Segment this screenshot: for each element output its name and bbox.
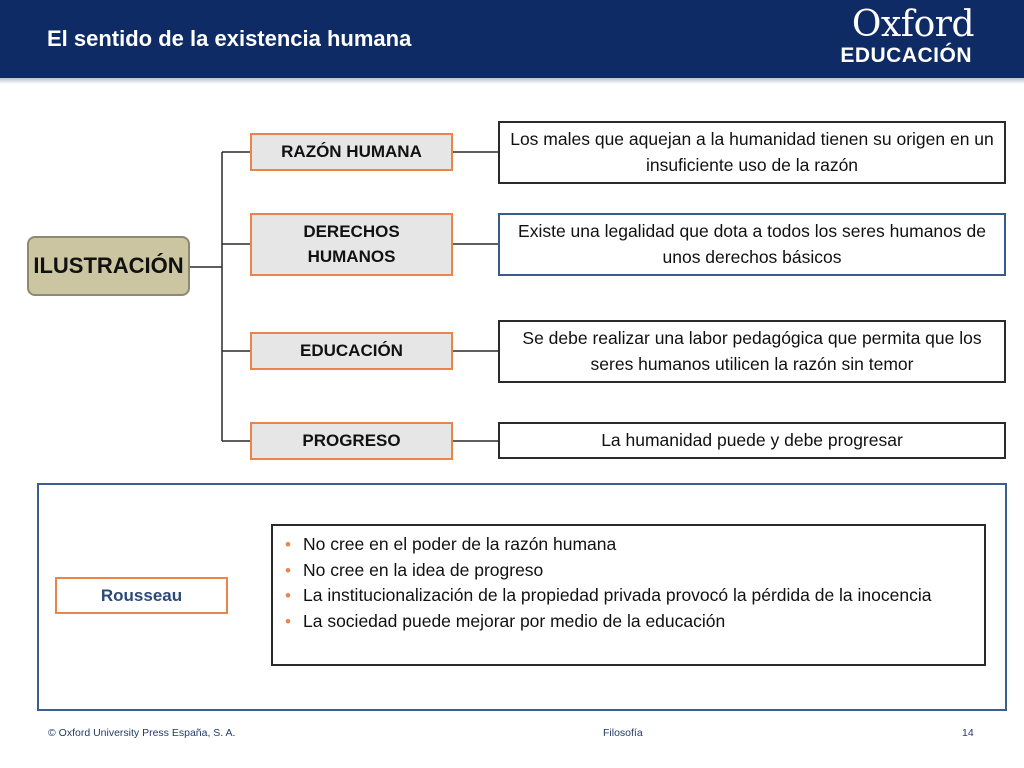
description-razon-humana: Los males que aquejan a la humanidad tienen su origen en un insuficiente uso de la razón bbox=[498, 121, 1006, 184]
rousseau-point-text: La sociedad puede mejorar por medio de la educación bbox=[303, 610, 726, 631]
category-educacion: EDUCACIÓN bbox=[250, 332, 453, 370]
rousseau-points-box bbox=[271, 524, 986, 666]
description-derechos-humanos: Existe una legalidad que dota a todos los seres humanos de unos derechos básicos bbox=[498, 213, 1006, 276]
rousseau-label: Rousseau bbox=[55, 577, 228, 614]
bullet-icon: • bbox=[285, 586, 291, 605]
category-progreso: PROGRESO bbox=[250, 422, 453, 460]
oxford-logo-subtitle: EDUCACIÓN bbox=[840, 44, 972, 67]
rousseau-points-list bbox=[283, 532, 974, 634]
rousseau-point bbox=[283, 609, 974, 635]
footer-subject: Filosofía bbox=[603, 727, 643, 739]
description-educacion: Se debe realizar una labor pedagógica que permita que los seres humanos utilicen la razón sin temor bbox=[498, 320, 1006, 383]
rousseau-point-text: No cree en el poder de la razón humana bbox=[303, 534, 617, 554]
rousseau-point-text: No cree en la idea de progreso bbox=[303, 559, 544, 580]
bullet-icon: • bbox=[285, 560, 291, 580]
page-title: El sentido de la existencia humana bbox=[47, 26, 412, 51]
footer-copyright: © Oxford University Press España, S. A. bbox=[48, 727, 236, 739]
root-node-ilustracion: ILUSTRACIÓN bbox=[27, 236, 190, 296]
category-razon-humana: RAZÓN HUMANA bbox=[250, 133, 453, 171]
bullet-icon: • bbox=[285, 611, 291, 631]
description-progreso: La humanidad puede y debe progresar bbox=[498, 422, 1006, 459]
rousseau-point bbox=[283, 532, 974, 558]
oxford-logo-wordmark: Oxford bbox=[851, 4, 974, 45]
rousseau-point bbox=[283, 558, 974, 584]
category-derechos-humanos: DERECHOS HUMANOS bbox=[250, 213, 453, 276]
bullet-icon: • bbox=[285, 535, 291, 554]
rousseau-point-text: La institucionalización de la propiedad privada provocó la pérdida de la inocencia bbox=[303, 585, 932, 605]
footer-page-number: 14 bbox=[962, 727, 974, 739]
rousseau-point bbox=[283, 583, 974, 609]
